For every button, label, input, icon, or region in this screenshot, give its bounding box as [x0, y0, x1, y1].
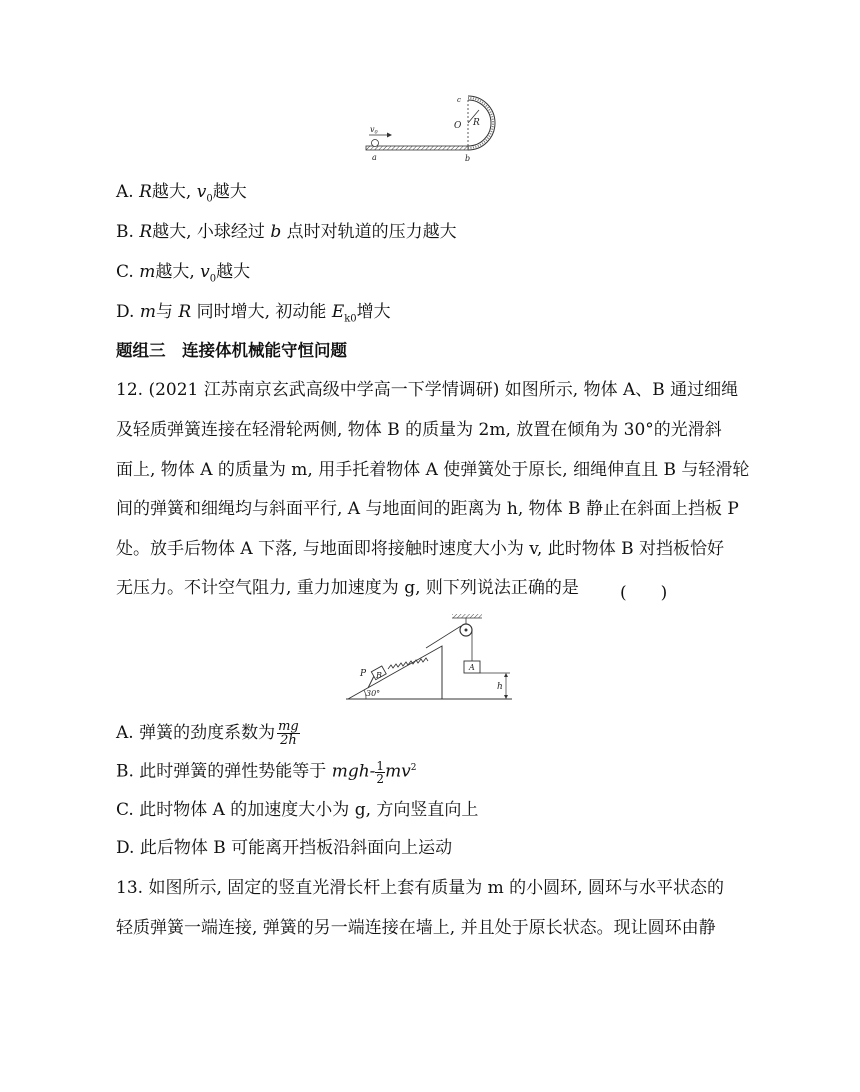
- horizontal-track: [366, 146, 468, 150]
- track-figure: [360, 92, 500, 164]
- o-label: O: [454, 121, 462, 131]
- a-label: a: [372, 153, 377, 162]
- q12-option-b: B. 此时弹簧的弹性势能等于 mgh- $\frac{1}{2}mv^2$: [116, 758, 417, 786]
- q12-line-5: 处。放手后物体 A 下落, 与地面即将接触时速度大小为 v, 此时物体 B 对挡板恰好: [116, 539, 724, 559]
- q13-line-1: 13. 如图所示, 固定的竖直光滑长杆上套有质量为 m 的小圆环, 圆环与水平状态的: [116, 878, 724, 898]
- q12-option-c: C. 此时物体 A 的加速度大小为 g, 方向竖直向上: [116, 800, 479, 820]
- q12-line-4: 间的弹簧和细绳均与斜面平行, A 与地面间的距离为 h, 物体 B 静止在斜面上挡板 P: [116, 499, 739, 519]
- q12-option-a: A. 弹簧的劲度系数为 $\frac{mg}{2h}$: [116, 719, 299, 748]
- p-label: P: [360, 669, 367, 679]
- a-label: A: [469, 663, 475, 672]
- c-label: c: [457, 96, 461, 104]
- angle-label: 30°: [366, 689, 381, 698]
- q12-line-6: 无压力。不计空气阻力, 重力加速度为 g, 则下列说法正确的是: [116, 578, 579, 598]
- incline-figure: [344, 612, 516, 704]
- ball: [372, 140, 379, 147]
- q11-option-c: C. m越大, $v_0$越大: [116, 262, 251, 285]
- v0-label: v0: [370, 125, 378, 136]
- r-label: R: [473, 118, 480, 128]
- q11-option-b: B. R越大, 小球经过 b 点时对轨道的压力越大: [116, 222, 457, 242]
- q12-line-2: 及轻质弹簧连接在轻滑轮两侧, 物体 B 的质量为 2m, 放置在倾角为 30°的光滑斜: [116, 420, 722, 440]
- b-label: b: [465, 154, 471, 163]
- q12-line-1: 12. (2021 江苏南京玄武高级中学高一下学情调研) 如图所示, 物体 A、B 通过细绳: [116, 380, 739, 400]
- answer-parenthesis: ( ): [620, 583, 668, 603]
- q11-option-a: A. R越大, $v_0$越大: [116, 182, 247, 205]
- b-label: B: [376, 671, 382, 680]
- q13-line-2: 轻质弹簧一端连接, 弹簧的另一端连接在墙上, 并且处于原长状态。现让圆环由静: [116, 918, 716, 938]
- q12-line-3: 面上, 物体 A 的质量为 m, 用手托着物体 A 使弹簧处于原长, 细绳伸直且 B 与轻滑轮: [116, 460, 750, 480]
- h-label: h: [497, 682, 503, 692]
- ceiling: [452, 614, 482, 618]
- q12-option-d: D. 此后物体 B 可能离开挡板沿斜面向上运动: [116, 838, 453, 858]
- q11-option-d: D. m与 R 同时增大, 初动能 $E_{k0}$增大: [116, 302, 391, 325]
- section-heading: 题组三 连接体机械能守恒问题: [116, 341, 347, 360]
